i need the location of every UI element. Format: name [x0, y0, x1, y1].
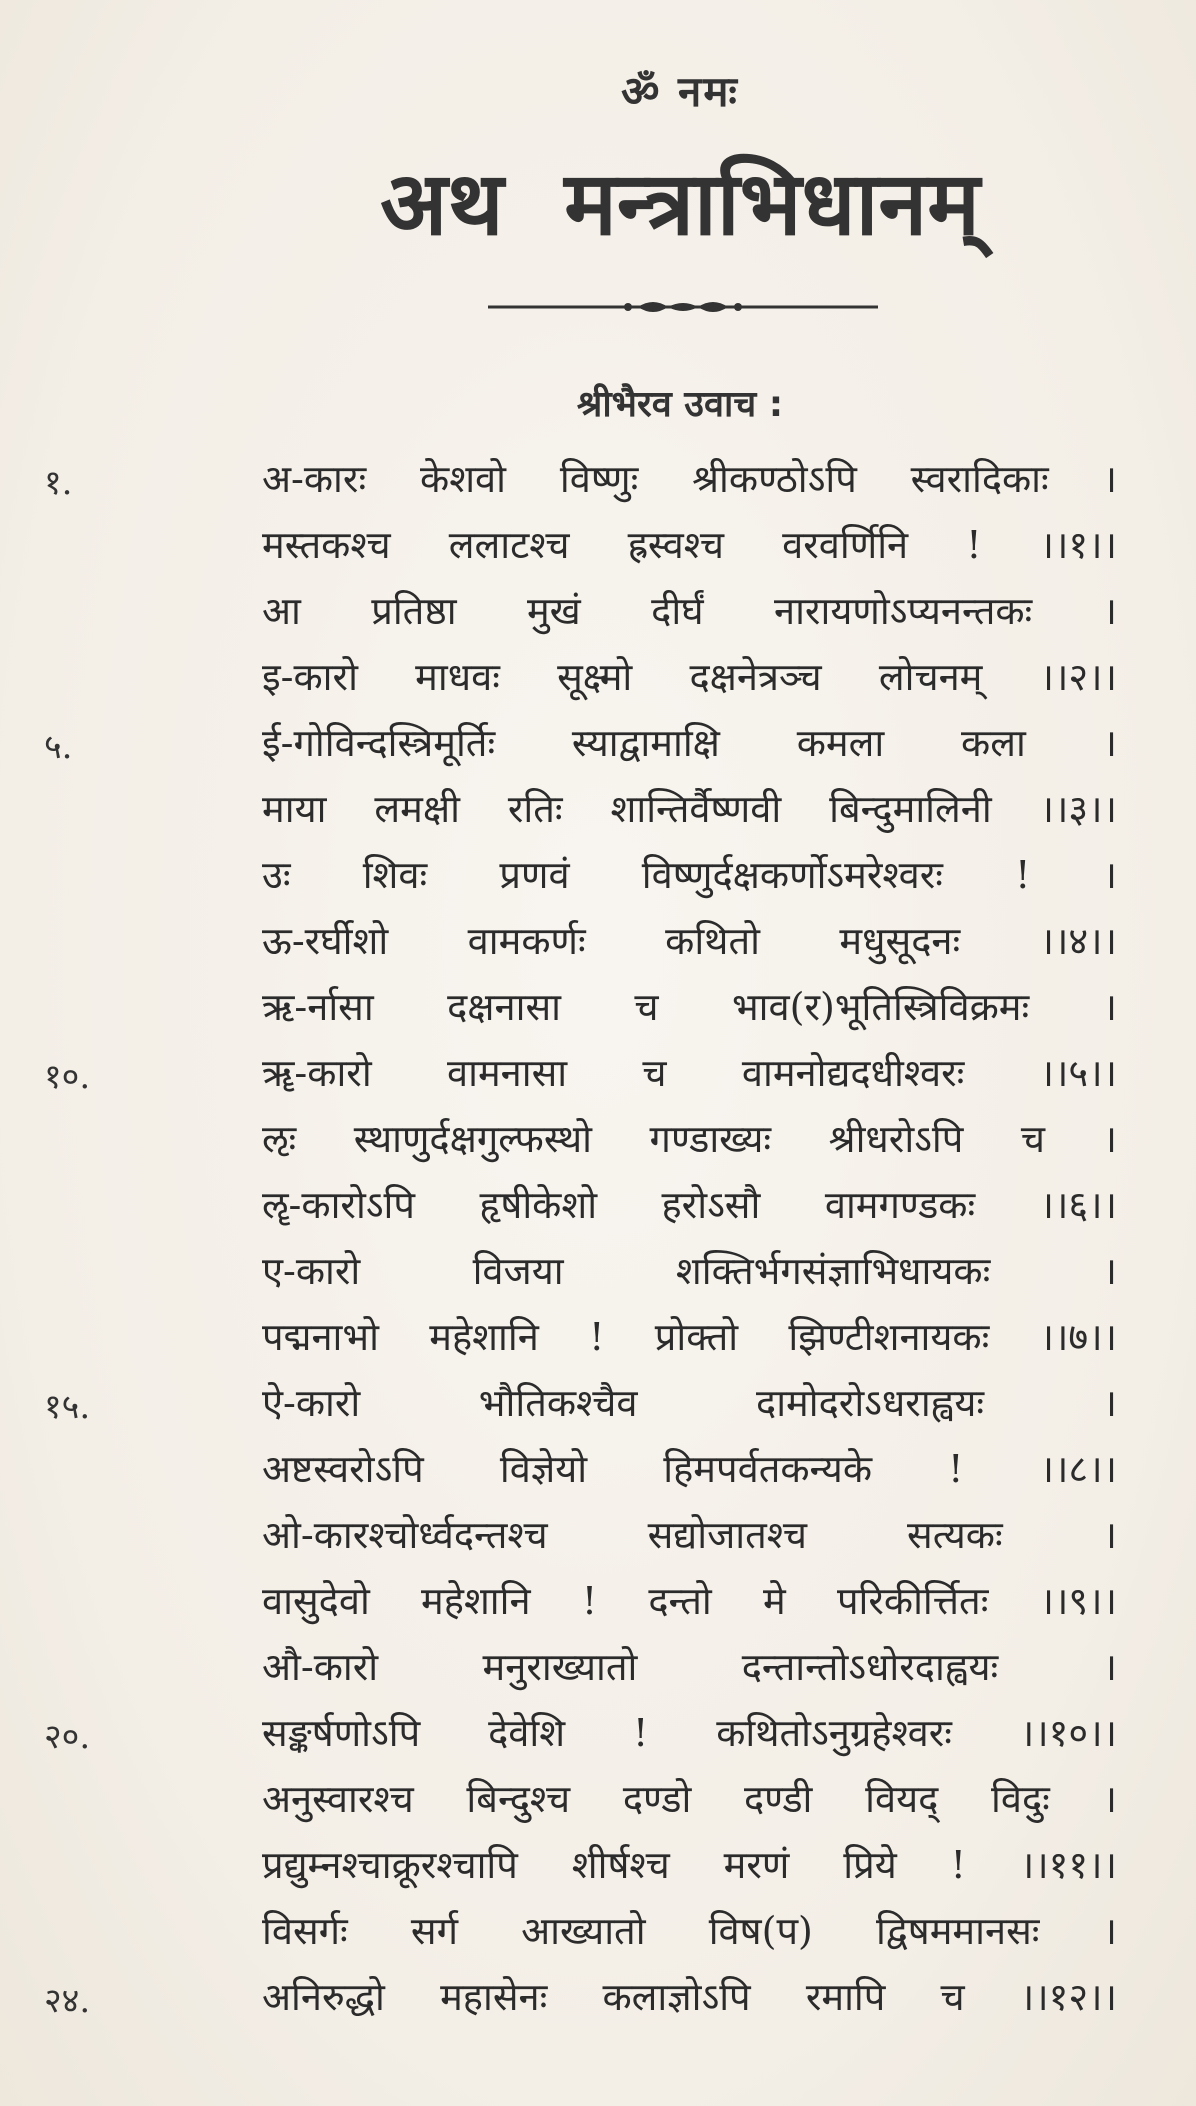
verse-line: [0, 1966, 1196, 2032]
verse-text: ॠ-कारो वामनासा च वामनोद्यदधीश्वरः ।।५।।: [262, 1051, 1117, 1095]
verse-text: ऐ-कारो भौतिकश्चैव दामोदरोऽधराह्वयः ।: [262, 1381, 1117, 1425]
verse-line: [0, 1636, 1196, 1702]
verse-text: आ प्रतिष्ठा मुखं दीर्घं नारायणोऽप्यनन्तकः ।: [262, 589, 1117, 633]
verse-text: ऊ-रर्घीशो वामकर्णः कथितो मधुसूदनः ।।४।।: [262, 919, 1117, 963]
verse-text: ए-कारो विजया शक्तिर्भगसंज्ञाभिधायकः ।: [262, 1249, 1117, 1293]
page-title: अथ मन्त्राभिधानम्: [380, 152, 980, 255]
verse-line: [0, 1174, 1196, 1240]
line-number: २०.: [44, 1717, 91, 1757]
verse-text: अनिरुद्धो महासेनः कलाज्ञोऽपि रमापि च ।।१२।।: [262, 1975, 1117, 2019]
verse-line: [0, 1306, 1196, 1372]
verse-line: [0, 580, 1196, 646]
ornamental-divider: [488, 292, 878, 322]
verse-text: ओ-कारश्चोर्ध्वदन्तश्च सद्योजातश्च सत्यकः ।: [262, 1513, 1117, 1557]
verse-line: [0, 1834, 1196, 1900]
verse-text: अनुस्वारश्च बिन्दुश्च दण्डो दण्डी वियद् विदुः ।: [262, 1777, 1117, 1821]
verse-text: इ-कारो माधवः सूक्ष्मो दक्षनेत्रञ्च लोचनम् ।।२।।: [262, 655, 1117, 699]
verse-text: ॡ-कारोऽपि हृषीकेशो हरोऽसौ वामगण्डकः ।।६।।: [262, 1183, 1117, 1227]
verse-line: [0, 1702, 1196, 1768]
line-number: १५.: [44, 1387, 91, 1427]
verse-line: [0, 1240, 1196, 1306]
verse-text: माया लमक्षी रतिः शान्तिर्वैष्णवी बिन्दुमालिनी ।।३।।: [262, 787, 1117, 831]
invocation-heading: ॐ नमः: [621, 67, 739, 116]
speaker-heading: श्रीभैरव उवाच :: [576, 384, 784, 425]
verse-text: अ-कारः केशवो विष्णुः श्रीकण्ठोऽपि स्वरादिकाः ।: [262, 457, 1117, 501]
verse-line: [0, 1900, 1196, 1966]
verse-text: उः शिवः प्रणवं विष्णुर्दक्षकर्णोऽमरेश्वरः ! ।: [262, 853, 1117, 897]
verse-line: [0, 1768, 1196, 1834]
verse-line: [0, 1570, 1196, 1636]
verse-line: [0, 844, 1196, 910]
verse-line: [0, 976, 1196, 1042]
verse-text: प्रद्युम्नश्चाक्रूरश्चापि शीर्षश्च मरणं प्रिये ! ।।११।।: [262, 1843, 1117, 1887]
line-number: १.: [44, 463, 73, 503]
verse-text: वासुदेवो महेशानि ! दन्तो मे परिकीर्त्तितः ।।९।।: [262, 1579, 1117, 1623]
verse-line: [0, 712, 1196, 778]
verse-text: अष्टस्वरोऽपि विज्ञेयो हिमपर्वतकन्यके ! ।।८।।: [262, 1447, 1117, 1491]
verse-line: [0, 1438, 1196, 1504]
verse-text: विसर्गः सर्ग आख्यातो विष(प) द्विषममानसः ।: [262, 1909, 1117, 1953]
verse-text: ऌः स्थाणुर्दक्षगुल्फस्थो गण्डाख्यः श्रीधरोऽपि च ।: [262, 1117, 1117, 1161]
verse-line: [0, 910, 1196, 976]
line-number: १०.: [44, 1057, 91, 1097]
verse-line: [0, 1108, 1196, 1174]
verse-line: [0, 1042, 1196, 1108]
verse-line: [0, 448, 1196, 514]
verse-text: ई-गोविन्दस्त्रिमूर्तिः स्याद्वामाक्षि कमला कला ।: [262, 721, 1117, 765]
verse-text: सङ्कर्षणोऽपि देवेशि ! कथितोऽनुग्रहेश्वरः ।।१०।।: [262, 1711, 1117, 1755]
verse-text: मस्तकश्च ललाटश्च ह्रस्वश्च वरवर्णिनि ! ।।१।।: [262, 523, 1117, 567]
verse-line: [0, 1372, 1196, 1438]
verse-line: [0, 514, 1196, 580]
line-number: ५.: [44, 727, 73, 767]
verse-line: [0, 646, 1196, 712]
verse-list: [0, 448, 1196, 2032]
verse-text: औ-कारो मनुराख्यातो दन्तान्तोऽधोरदाह्वयः ।: [262, 1645, 1117, 1689]
verse-line: [0, 1504, 1196, 1570]
line-number: २४.: [44, 1981, 91, 2021]
verse-text: ऋ-र्नासा दक्षनासा च भाव(र)भूतिस्त्रिविक्रमः ।: [262, 985, 1117, 1029]
verse-text: पद्मनाभो महेशानि ! प्रोक्तो झिण्टीशनायकः ।।७।।: [262, 1315, 1117, 1359]
verse-line: [0, 778, 1196, 844]
